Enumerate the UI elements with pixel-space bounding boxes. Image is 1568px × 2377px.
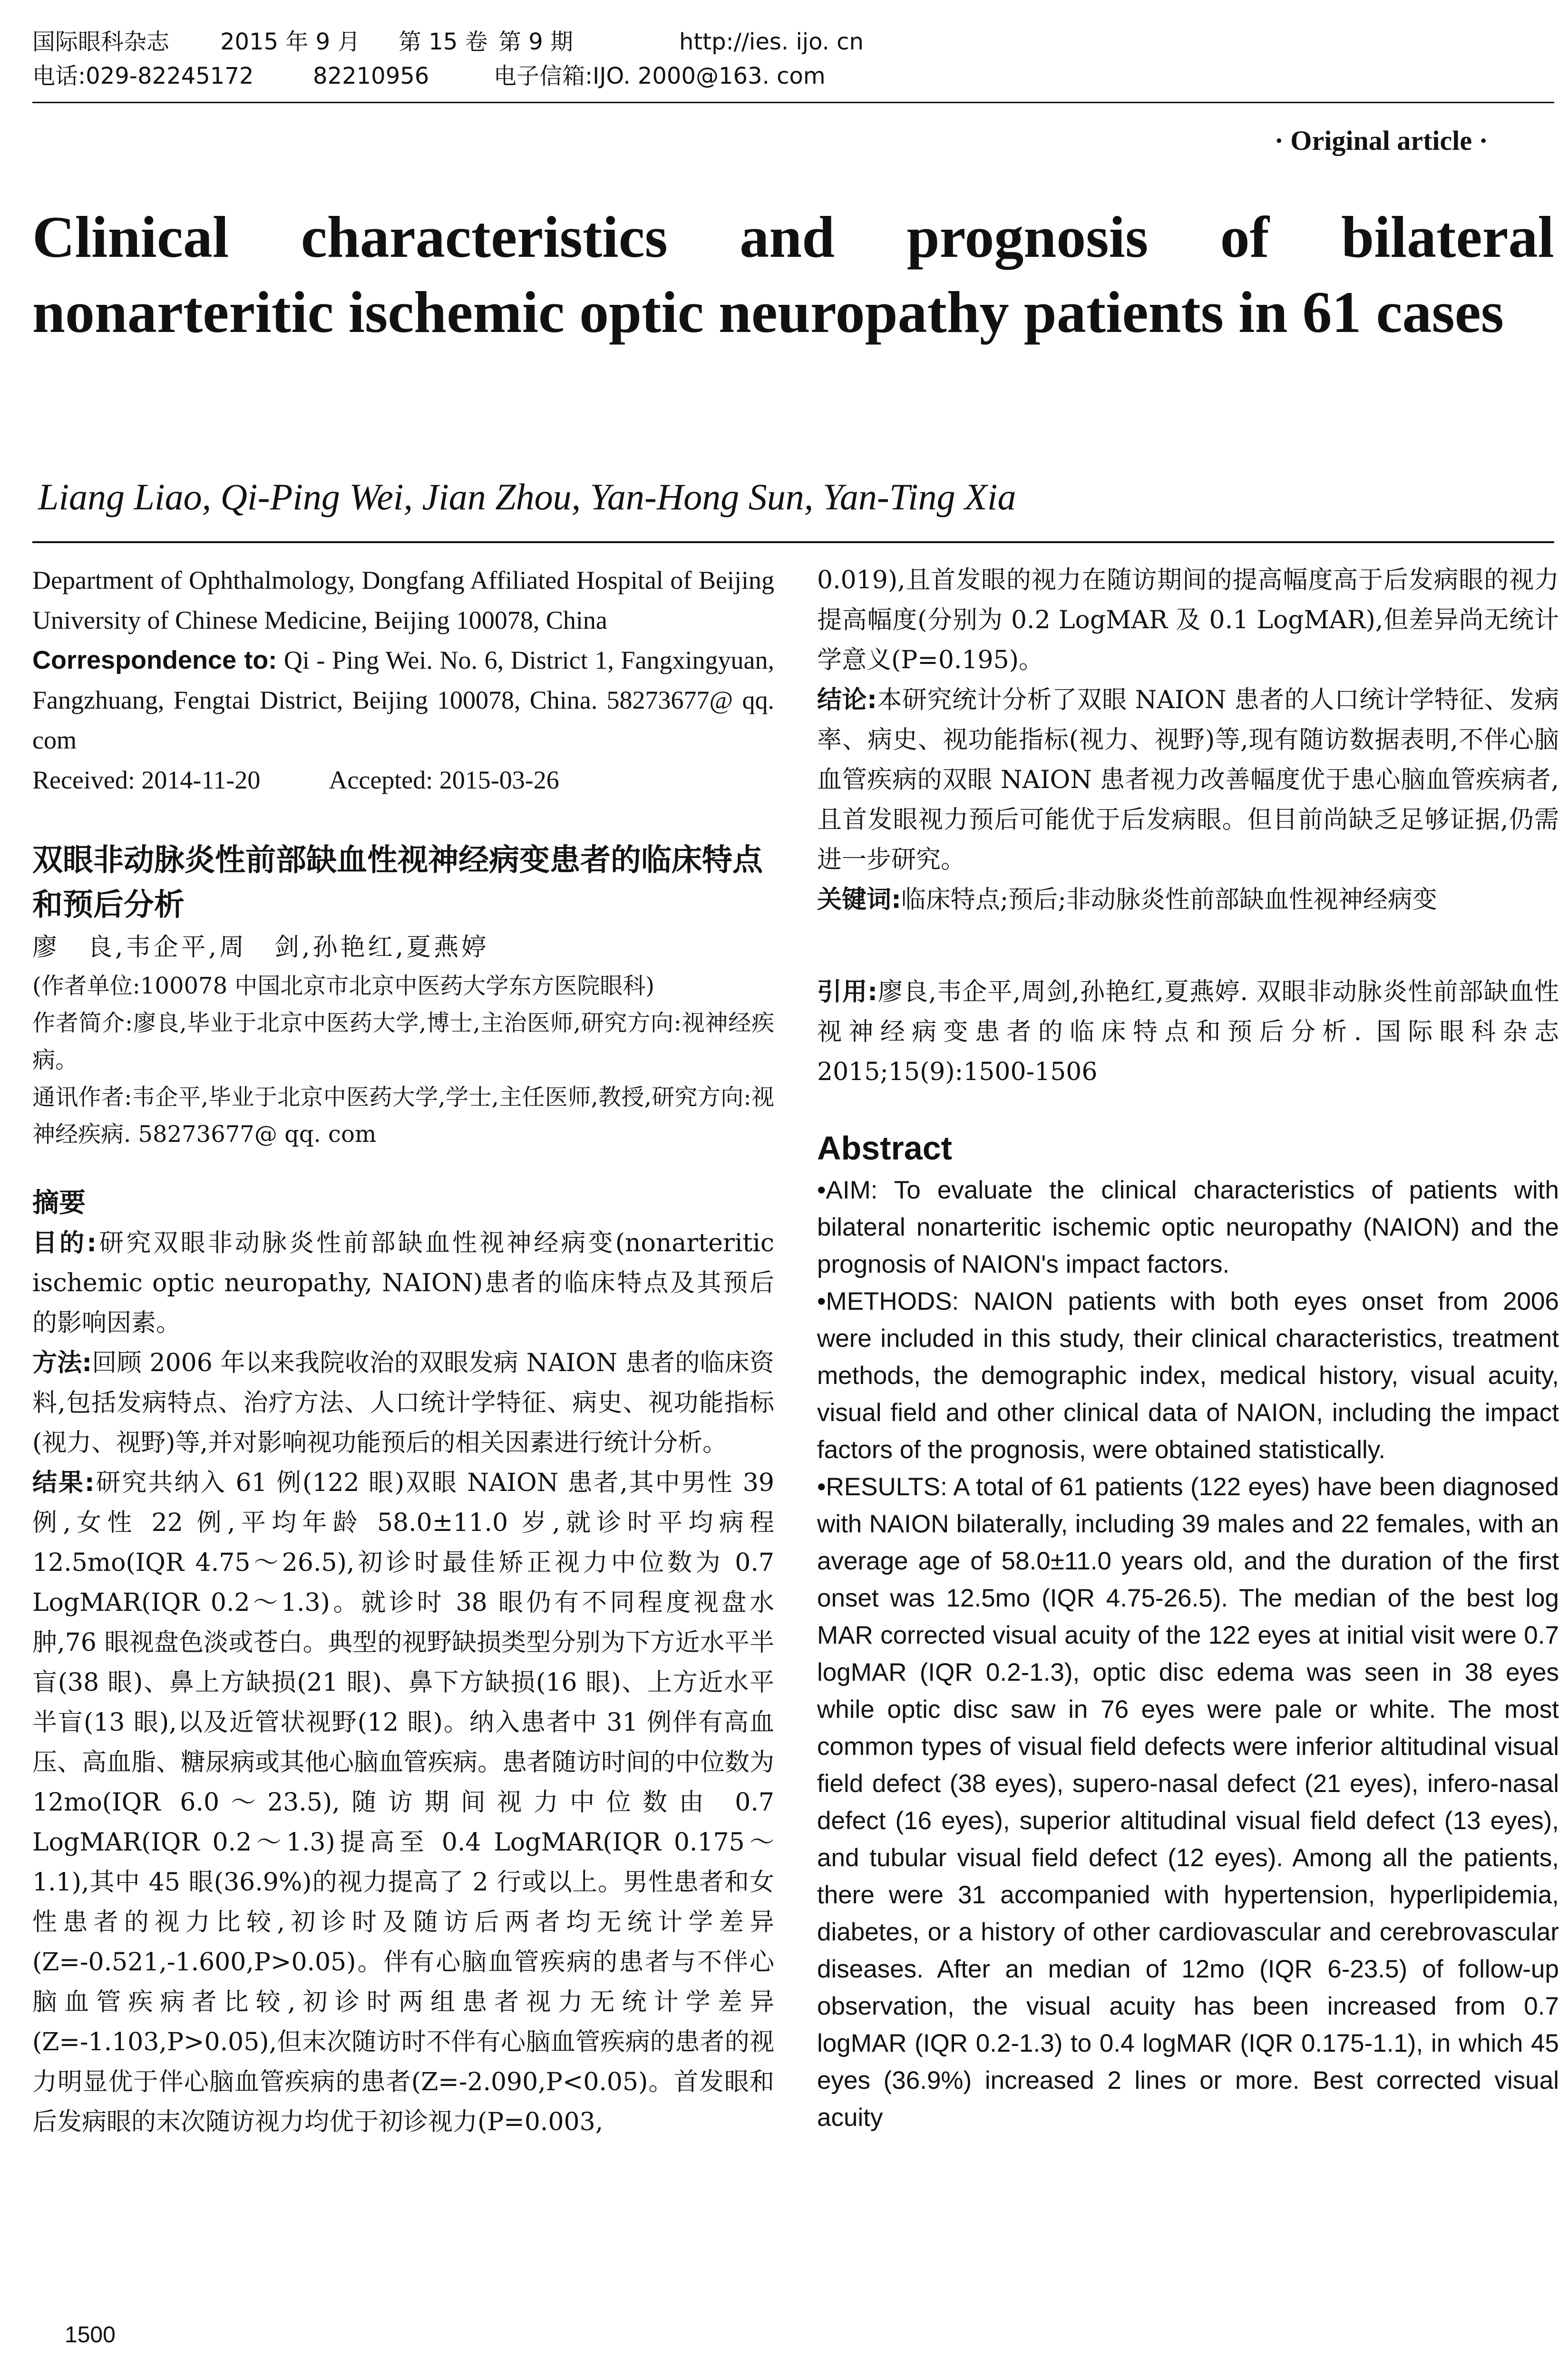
phone: 电话:029-82245172 bbox=[32, 63, 254, 89]
cn-conclusion bbox=[817, 680, 1559, 880]
en-aim-text: To evaluate the clinical characteristics of patients with bilateral nonarteritic ischemic optic neuropathy (NAION) and the prognosis of NAION's impact factors. bbox=[817, 1176, 1559, 1278]
en-methods-label: •METHODS: bbox=[817, 1287, 959, 1315]
author-unit: (作者单位:100078 中国北京市北京中医药大学东方医院眼科) bbox=[32, 973, 655, 999]
corresponding-author: 通讯作者:韦企平,毕业于北京中医药大学,学士,主任医师,教授,研究方向:视神经疾病. 58273677@ qq. com bbox=[32, 1084, 774, 1148]
issue-number: 第 9 期 bbox=[498, 29, 574, 55]
chinese-abstract-heading: 摘要 bbox=[32, 1188, 86, 1218]
cn-methods-text: 回顾 2006 年以来我院收治的双眼发病 NAION 患者的临床资料,包括发病特点、治疗方法、人口统计学特征、病史、视功能指标(视力、视野)等,并对影响视功能预后的相关因素进行统计分析。 bbox=[32, 1349, 774, 1457]
correspondence bbox=[32, 640, 774, 760]
en-methods-text: NAION patients with both eyes onset from 2006 were included in this study, their clinical characteristics, treatment methods, the demographic index, medical history, visual acuity, visual field and other clinical data of NAION, including the impact factors of the prognosis, were obtained statistically. bbox=[817, 1287, 1559, 1464]
author-bio: 作者简介:廖良,毕业于北京中医药大学,博士,主治医师,研究方向:视神经疾病。 bbox=[32, 1010, 774, 1073]
author-list: Liang Liao, Qi-Ping Wei, Jian Zhou, Yan-Hong Sun, Yan-Ting Xia bbox=[38, 476, 1016, 517]
cn-results-continued: 0.019),且首发眼的视力在随访期间的提高幅度高于后发病眼的视力提高幅度(分别为 0.2 LogMAR 及 0.1 LogMAR),但差异尚无统计学意义(P=0.195)。 bbox=[817, 566, 1559, 674]
chinese-authors: 廖 良,韦企平,周 剑,孙艳红,夏燕婷 bbox=[32, 933, 489, 962]
cn-keywords-label: 关键词: bbox=[817, 886, 901, 914]
en-results-label: •RESULTS: bbox=[817, 1473, 947, 1501]
cn-methods-label: 方法: bbox=[32, 1349, 92, 1377]
article-type: · Original article · bbox=[1274, 125, 1488, 156]
volume: 第 15 卷 bbox=[399, 29, 488, 55]
affiliation: Department of Ophthalmology, Dongfang Affiliated Hospital of Beijing University of Chinese Medicine, Beijing 100078, China bbox=[32, 566, 774, 634]
cn-results-label: 结果: bbox=[32, 1469, 95, 1497]
correspondence-text: Qi - Ping Wei. No. 6, District 1, Fangxingyuan, Fangzhuang, Fengtai District, Beijing 100078, China. 58273677@ qq. com bbox=[32, 646, 774, 754]
cn-methods bbox=[32, 1343, 774, 1463]
en-results bbox=[817, 1469, 1559, 2136]
received-date: Received: 2014-11-20 bbox=[32, 766, 261, 794]
journal-url[interactable]: http://ies. ijo. cn bbox=[679, 29, 864, 55]
header-divider bbox=[32, 102, 1554, 103]
dates bbox=[32, 760, 774, 800]
en-methods bbox=[817, 1283, 1559, 1469]
running-header bbox=[32, 25, 864, 93]
phone-secondary: 82210956 bbox=[313, 63, 429, 89]
cn-citation-text: 廖良,韦企平,周剑,孙艳红,夏燕婷. 双眼非动脉炎性前部缺血性视神经病变患者的临床特点和预后分析. 国际眼科杂志 2015;15(9):1500-1506 bbox=[817, 978, 1559, 1086]
cn-citation bbox=[817, 972, 1559, 1092]
page-number: 1500 bbox=[65, 2322, 116, 2348]
en-aim bbox=[817, 1172, 1559, 1283]
journal-name: 国际眼科杂志 bbox=[32, 29, 170, 55]
cn-aim-label: 目的: bbox=[32, 1229, 97, 1257]
en-aim-label: •AIM: bbox=[817, 1176, 878, 1204]
article-title: Clinical characteristics and prognosis of bilateral nonarteritic ischemic optic neuropathy patients in 61 cases bbox=[32, 205, 1554, 345]
cn-keywords bbox=[817, 880, 1559, 920]
cn-citation-label: 引用: bbox=[817, 978, 878, 1006]
left-column bbox=[32, 560, 774, 2142]
right-column bbox=[817, 560, 1559, 2136]
en-results-text: A total of 61 patients (122 eyes) have been diagnosed with NAION bilaterally, including 39 males and 22 females, with an average age of 58.0±11.0 years old, and the duration of the first onset was 12.5mo (IQR 4.75-26.5). The median of the best log MAR corrected visual acuity of the 122 eyes at initial visit were 0.7 logMAR (IQR 0.2-1.3), optic disc edema was seen in 38 eyes while optic disc saw in 76 eyes were pale or white. The most common types of visual field defects were inferior altitudinal visual field defect (38 eyes), supero-nasal defect (21 eyes), infero-nasal defect (16 eyes), superior altitudinal visual field defect (13 eyes), and tubular visual field defect (12 eyes). Among all the patients, there were 31 accompanied with hypertension, hyperlipidemia, diabetes, or a history of other cardiovascular and cerebrovascular diseases. After an median of 12mo (IQR 6-23.5) of follow-up observation, the visual acuity has been increased from 0.7 logMAR (IQR 0.2-1.3) to 0.4 logMAR (IQR 0.175-1.1), in which 45 eyes (36.9%) increased 2 lines or more. Best corrected visual acuity bbox=[817, 1473, 1559, 2132]
chinese-title: 双眼非动脉炎性前部缺血性视神经病变患者的临床特点和预后分析 bbox=[32, 843, 763, 923]
cn-conclusion-label: 结论: bbox=[817, 686, 877, 714]
cn-keywords-text: 临床特点;预后;非动脉炎性前部缺血性视神经病变 bbox=[901, 886, 1437, 914]
cn-results bbox=[32, 1463, 774, 2142]
issue-date: 2015 年 9 月 bbox=[220, 29, 360, 55]
cn-aim bbox=[32, 1223, 774, 1343]
cn-results-text: 研究共纳入 61 例(122 眼)双眼 NAION 患者,其中男性 39 例,女性 22 例,平均年龄 58.0±11.0 岁,就诊时平均病程 12.5mo(IQR 4.75～26.5),初诊时最佳矫正视力中位数为 0.7 LogMAR(IQR 0.2～1.3)。就诊时 38 眼仍有不同程度视盘水肿,76 眼视盘色淡或苍白。典型的视野缺损类型分别为下方近水平半盲(38 眼)、鼻上方缺损(21 眼)、鼻下方缺损(16 眼)、上方近水平半盲(13 眼),以及近管状视野(12 眼)。纳入患者中 31 例伴有高血压、高血脂、糖尿病或其他心脑血管疾病。患者随访时间的中位数为 12mo(IQR 6.0～23.5),随访期间视力中位数由 0.7 LogMAR(IQR 0.2～1.3)提高至 0.4 LogMAR(IQR 0.175～1.1),其中 45 眼(36.9%)的视力提高了 2 行或以上。男性患者和女性患者的视力比较,初诊时及随访后两者均无统计学差异(Z=-0.521,-1.600,P>0.05)。伴有心脑血管疾病的患者与不伴心脑血管疾病者比较,初诊时两组患者视力无统计学差异(Z=-1.103,P>0.05),但末次随访时不伴有心脑血管疾病的患者的视力明显优于伴心脑血管疾病的患者(Z=-2.090,P<0.05)。首发眼和后发病眼的末次随访视力均优于初诊视力(P=0.003, bbox=[32, 1469, 775, 2136]
cn-conclusion-text: 本研究统计分析了双眼 NAION 患者的人口统计学特征、发病率、病史、视功能指标(视力、视野)等,现有随访数据表明,不伴心脑血管疾病的双眼 NAION 患者视力改善幅度优于患心脑血管疾病者,且首发眼视力预后可能优于后发病眼。但目前尚缺乏足够证据,仍需进一步研究。 bbox=[817, 686, 1559, 874]
correspondence-label: Correspondence to: bbox=[32, 646, 277, 674]
cn-aim-text: 研究双眼非动脉炎性前部缺血性视神经病变(nonarteritic ischemic optic neuropathy, NAION)患者的临床特点及其预后的影响因素。 bbox=[32, 1229, 775, 1337]
accepted-date: Accepted: 2015-03-26 bbox=[329, 766, 559, 794]
title-divider bbox=[32, 541, 1554, 543]
email[interactable]: 电子信箱:IJO. 2000@163. com bbox=[494, 63, 826, 89]
english-abstract-heading: Abstract bbox=[817, 1130, 952, 1167]
